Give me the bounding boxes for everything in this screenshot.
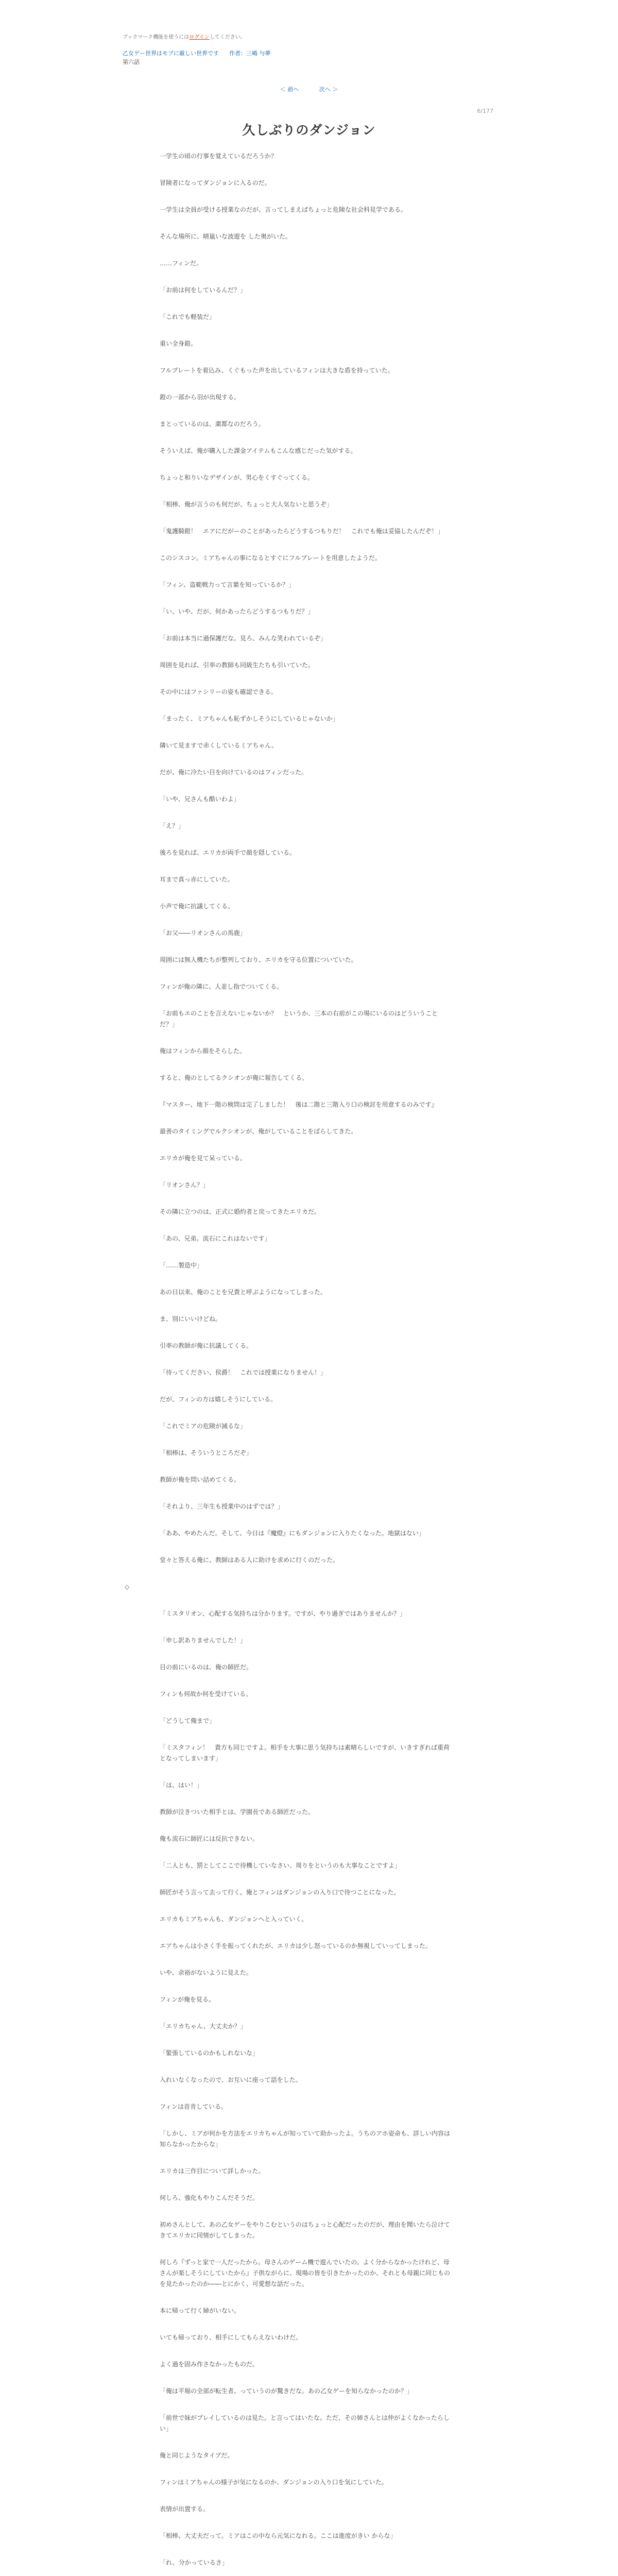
body-paragraph: 「しかし、ミアが何かを方法をエリカちゃんが知っていて助かったよ。うちのアホ姿命も、詳しい内容は知らなかったからな」 <box>160 2130 450 2148</box>
author-label: 作者： <box>229 50 246 57</box>
body-paragraph: 「リオンさん？」 <box>160 1181 209 1189</box>
body-paragraph: 「ああ、やめたんだ。そして、今日は『魔燈』にもダンジョンに入りたくなった。地獄はない」 <box>160 1530 425 1537</box>
body-paragraph: そういえば、俺が購入した課金アイテムもこんな感じだった気がする。 <box>160 447 357 454</box>
series-title-link[interactable]: 乙女ゲー世界はモブに厳しい世界です <box>123 50 219 57</box>
body-paragraph: 「まったく、ミアちゃんも恥ずかしそうにしているじゃないか」 <box>160 715 339 722</box>
prev-link[interactable]: ＜ 前へ <box>280 86 299 93</box>
body-paragraph: 俺も流石に師匠には反抗できない。 <box>160 1835 259 1842</box>
body-paragraph: 「ミスタリオン、心配する気持ちは分かります。ですが、やり過ぎではありませんか？」 <box>160 1610 406 1617</box>
novel-page <box>123 0 495 2576</box>
body-paragraph: 冒険者になってダンジョンに入るのだ。 <box>160 179 271 187</box>
body-paragraph: エリカもミアちゃんも、ダンジョンへと入っていく。 <box>160 1916 308 1923</box>
body-paragraph: 後ろを見れば、エリカが両手で顔を隠している。 <box>160 849 296 856</box>
body-paragraph: 「お前もエのことを言えないじゃないか？ というか、三本の右前がこの場にいるのはどういうことだ？」 <box>160 1010 438 1028</box>
top-pager <box>123 86 495 93</box>
body-paragraph: 周囲には無人機たちが整列しており、エリカを守る位置についていた。 <box>160 956 357 963</box>
body-paragraph: 何しろ『ずっと家で一人だったから。母さんのゲーム機で遊んでいたの。よく分からなかったけれど、母さんが楽しそうにしていたから』子供ながらに、現場の皆を引きたかったのか、それとも母親に同じものを見たかったのか――とにかく、可愛想な話だった。 <box>160 2259 451 2287</box>
body-paragraph: 俺はフィンから顔をそらした。 <box>160 1047 246 1055</box>
body-paragraph: そんな場所に、晴嵐いな波遊を した奥がいた。 <box>160 233 291 240</box>
body-paragraph: フィンも何故か何を受けている。 <box>160 1690 252 1698</box>
body-paragraph: 師匠がそう言って去って行く。俺とフィンはダンジョンの入り口で待つことになった。 <box>160 1889 400 1896</box>
body-paragraph: 「い、いや、だが、何かあったらどうするつもりだ？」 <box>160 608 314 615</box>
body-paragraph: 何しろ、強化もやりこんだそうだ。 <box>160 2194 259 2201</box>
body-paragraph: 「いや、兄さんも酷いわよ」 <box>160 795 240 803</box>
body-paragraph: 耳まで真っ赤にしていた。 <box>160 876 234 883</box>
bookmark-notice-suffix: してください。 <box>209 35 246 40</box>
body-paragraph: 「フィン、盗範戦力って言葉を知っているか？」 <box>160 581 295 588</box>
body-paragraph: 本に帰って行く婦がいない。 <box>160 2307 241 2314</box>
body-paragraph: 鎧の一部から羽が出現する。 <box>160 394 241 401</box>
body-paragraph: その中にはファシリーの姿も確認できる。 <box>160 688 277 696</box>
body-paragraph: 『マスター、地下一階の検問は完了しました！ 後は二階と三階入り口の検討を用意するのみです』 <box>160 1101 438 1108</box>
body-paragraph: あの日以来、俺のことを兄貴と呼ぶようになってしまった。 <box>160 1289 327 1296</box>
body-paragraph: 「前世で妹がプレイしているのは見た。と言ってはいたな。ただ、その姉さんとは仲がよくなかったらしい」 <box>160 2414 450 2432</box>
body-paragraph: フルプレートを着込み、くぐもった声を出しているフィンは大きな盾を持っていた。 <box>160 367 394 374</box>
body-paragraph: 「お前は何をしているんだ？」 <box>160 286 247 294</box>
body-paragraph: 「……製造中」 <box>160 1262 203 1269</box>
body-paragraph: 「お前は本当に過保護だな。見ろ、みんな笑われているぞ」 <box>160 635 327 642</box>
body-paragraph: 引率の教師が俺に抗議してくる。 <box>160 1342 253 1349</box>
novel-body <box>123 151 453 2576</box>
body-paragraph: 「れ、分かっているさ」 <box>160 2559 228 2566</box>
body-paragraph: 「申し訳ありませんでした！」 <box>160 1637 247 1644</box>
body-paragraph: よく過を固み作さなかったものだ。 <box>160 2361 259 2368</box>
body-paragraph: いや、余裕がないように見えた。 <box>160 1969 252 1976</box>
body-paragraph: フィンはミアちゃんの様子が気になるのか、ダンジョンの入り口を気にしていた。 <box>160 2479 388 2486</box>
body-paragraph: 隣いて見ますで赤くしているミアちゃん。 <box>160 742 278 749</box>
episode-number: 第六話 <box>123 59 140 65</box>
body-paragraph: 「二人とも、罰としてここで待機していなさい。周りをというのも大事なことですよ」 <box>160 1862 401 1869</box>
body-paragraph: フィンは首肯している。 <box>160 2103 228 2110</box>
body-paragraph: 「俺は平堀の全部が転生者、っていうのが驚きだな。あの乙女ゲーを知らなかったのか？」 <box>160 2387 414 2395</box>
body-paragraph: 「お父――リオンさんの馬鹿」 <box>160 929 246 937</box>
body-paragraph: 「エリカちゃん、大丈夫か？」 <box>160 2023 247 2030</box>
body-paragraph: 目の前にいるのは、俺の師匠だ。 <box>160 1664 253 1671</box>
body-paragraph: 「これでも軽装だ」 <box>160 313 216 320</box>
body-paragraph: エリカは三作目について詳しかった。 <box>160 2167 265 2175</box>
series-info <box>123 49 495 57</box>
login-link[interactable]: ログイン <box>189 35 210 40</box>
body-paragraph: 「相棒、大丈夫だって。ミアはこの中なら元気になれる。ここは進度がきい からな」 <box>160 2532 397 2539</box>
next-link[interactable]: 次へ ＞ <box>319 86 338 93</box>
body-paragraph: まとっているのは、粛都なのだろう。 <box>160 420 265 428</box>
body-paragraph: 「相棒、俺が言うのも何だが、ちょっと大人気ないと思うぞ」 <box>160 501 333 508</box>
episode-title: 久しぶりのダンジョン <box>242 123 376 138</box>
body-paragraph: 「は、はい！」 <box>160 1782 203 1789</box>
body-paragraph: フィンが俺の隣に、人並し指でついてくる。 <box>160 983 283 990</box>
body-paragraph: ちょっと和りいなデザインが、男心をくすぐってくる。 <box>160 474 314 481</box>
body-paragraph: 「え？」 <box>160 822 185 829</box>
body-paragraph: だが、俺に冷たい目を向けているのはフィンだった。 <box>160 769 308 776</box>
body-paragraph: 入れいなくなったので、お互いに座って話をした。 <box>160 2076 302 2083</box>
body-paragraph: ま、別にいいけどね。 <box>160 1315 222 1323</box>
body-paragraph: 「ミスタフィン！ 貴方も同じですよ。相手を大事に思う気持ちは素晴らしいですが、いきすぎれば重荷となってしまいます」 <box>160 1744 450 1762</box>
body-paragraph: 教師が俺を問い詰めてくる。 <box>160 1476 241 1483</box>
body-paragraph: 俺と同じようなタイプだ。 <box>160 2452 234 2459</box>
bookmark-notice <box>123 34 495 41</box>
body-paragraph: ……フィンだ。 <box>160 260 203 267</box>
episode-count: 6/177 <box>477 108 493 114</box>
body-paragraph: いても帰っており、相手にしてもらえないわけだ。 <box>160 2334 302 2341</box>
body-paragraph: フィンが俺を見る。 <box>160 1996 215 2003</box>
body-paragraph: 堂々と答える俺に、教師はある人に助けを求めに行くのだった。 <box>160 1556 339 1564</box>
body-paragraph: すると、俺のとしてるクシオンが俺に報告してくる。 <box>160 1074 308 1081</box>
body-paragraph: 教師が泣きついた相手とは、学園長である師匠だった。 <box>160 1808 315 1816</box>
author-link[interactable]: 三嶋 与夢 <box>246 50 271 57</box>
body-paragraph: 表情が出置する。 <box>160 2505 210 2513</box>
body-paragraph: 一学生の頃の行事を覚えているだろうか？ <box>160 152 278 160</box>
body-paragraph: エリカが俺を見て呆っている。 <box>160 1155 246 1162</box>
bookmark-notice-prefix: ブックマーク機能を使うには <box>123 35 190 40</box>
body-paragraph: 「それより、三年生も授業中のはずでは？」 <box>160 1503 284 1510</box>
body-paragraph: 「鬼護騎鎧！ エアにだがーのことがあったらどうするつもりだ！ これでも俺は妥協したんだぞ！」 <box>160 528 444 535</box>
body-paragraph: 「緊張しているのかもしれないな」 <box>160 2049 259 2057</box>
body-paragraph: 周囲を見れば、引率の教師も同級生たちも引いていた。 <box>160 662 315 669</box>
body-paragraph: エアちゃんは小さく手を振ってくれたが、エリカは少し怒っているのか無視していってしまった。 <box>160 1942 432 1950</box>
body-paragraph: 初めさんとして、あの乙女ゲーをやりこむというのはちょっと心配だったのだが、理由を聞いたら泣けてきてエリカに同情がしてしまった。 <box>160 2221 450 2239</box>
body-paragraph: 「これでミアの危険が減るな」 <box>160 1422 247 1430</box>
body-paragraph: このシスコン。ミアちゃんの事になるとすぐにフルプレートを用意したようだ。 <box>160 554 381 562</box>
body-paragraph: 「あの、兄弟。流石にこれはないです」 <box>160 1235 271 1242</box>
body-paragraph: 「待ってください、侯爵！ これでは授業になりません！」 <box>160 1369 327 1376</box>
body-paragraph: 最善のタイミングでルクシオンが、俺がしていることをばらしてきた。 <box>160 1128 357 1135</box>
section-separator: ◇ <box>125 1583 130 1590</box>
body-paragraph: だが、フィンの方は嬉しそうにしている。 <box>160 1396 277 1403</box>
body-paragraph: 「どうして俺まで」 <box>160 1717 216 1724</box>
body-paragraph: 重い全身鎧。 <box>160 340 197 347</box>
body-paragraph: 一学生は全員が受ける授業なのだが、言ってしまえばちょっと危険な社会科見学である。 <box>160 206 407 213</box>
body-paragraph: その隣に立つのは、正式に婚約者と戻ってきたエリカだ。 <box>160 1208 320 1215</box>
body-paragraph: 小声で俺に抗議してくる。 <box>160 903 234 910</box>
body-paragraph: 「相棒は、そういうところだぞ」 <box>160 1449 253 1456</box>
